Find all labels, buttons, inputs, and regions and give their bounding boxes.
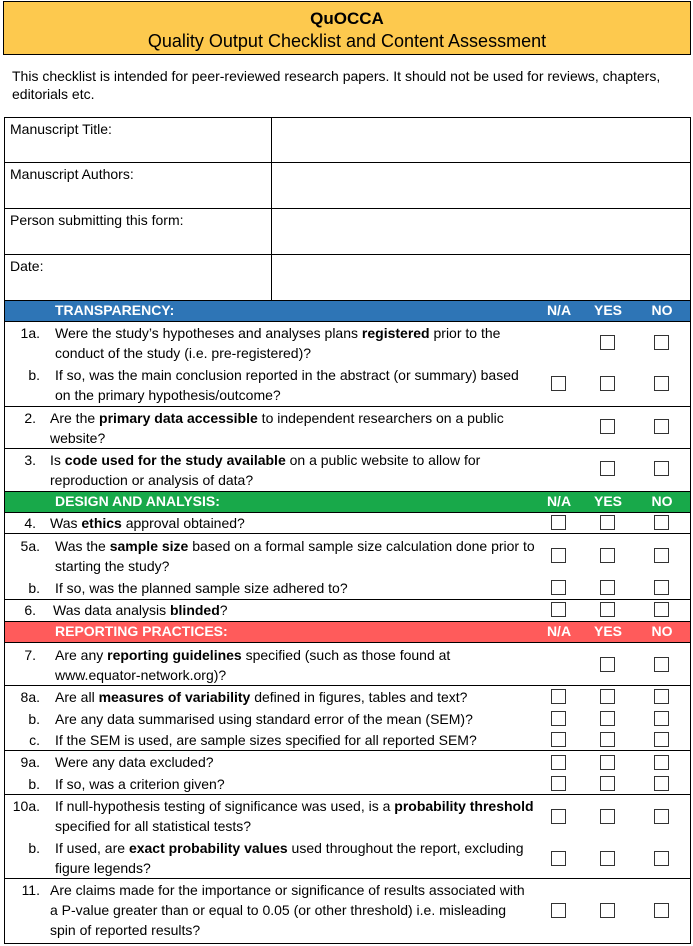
section-header-design — [4, 491, 691, 512]
checkbox-5b-yes[interactable] — [600, 580, 615, 595]
checkbox-6-na[interactable] — [551, 602, 566, 617]
checkbox-10b-na[interactable] — [551, 851, 566, 866]
col-no: NO — [651, 302, 673, 318]
question-number: 2. — [24, 410, 36, 426]
checkbox-3-no[interactable] — [654, 461, 669, 476]
checkbox-2-no[interactable] — [654, 419, 669, 434]
section-title: DESIGN AND ANALYSIS: — [55, 493, 220, 509]
col-no: NO — [651, 623, 673, 639]
section-title: TRANSPARENCY: — [55, 302, 175, 318]
checkbox-5b-na[interactable] — [551, 580, 566, 595]
checkbox-10a-na[interactable] — [551, 809, 566, 824]
checkbox-8c-no[interactable] — [654, 732, 669, 747]
question-number: b. — [28, 711, 40, 727]
question-text: Were any data excluded? — [55, 754, 214, 770]
checkbox-5b-no[interactable] — [654, 580, 669, 595]
checkbox-1b-yes[interactable] — [600, 376, 615, 391]
checkbox-6-no[interactable] — [654, 602, 669, 617]
question-number: 6. — [24, 602, 36, 618]
question-number: 8a. — [20, 689, 40, 705]
question-number: 1a. — [20, 325, 40, 341]
checkbox-11-yes[interactable] — [600, 903, 615, 918]
section-title: REPORTING PRACTICES: — [55, 623, 228, 639]
checkbox-10b-no[interactable] — [654, 851, 669, 866]
col-na: N/A — [546, 623, 572, 639]
question-text: If null-hypothesis testing of significance was used, is a probability threshold specified for all statistical tests? — [55, 798, 534, 834]
question-text: Are any reporting guidelines specified (such as those found at www.equator-network.org)? — [55, 647, 451, 683]
question-number: c. — [29, 732, 40, 748]
manuscript-authors-label: Manuscript Authors: — [10, 166, 134, 182]
checkbox-8c-yes[interactable] — [600, 732, 615, 747]
col-yes: YES — [593, 493, 622, 509]
question-text: Was the sample size based on a formal sample size calculation done prior to starting the study? — [55, 538, 535, 574]
checkbox-8c-na[interactable] — [551, 732, 566, 747]
checkbox-9a-na[interactable] — [551, 755, 566, 770]
checkbox-5a-no[interactable] — [654, 548, 669, 563]
manuscript-title-label: Manuscript Title: — [10, 121, 112, 137]
col-yes: YES — [593, 302, 622, 318]
page-subtitle: Quality Output Checklist and Content Assessment — [147, 31, 547, 51]
question-text: Are all measures of variability defined in figures, tables and text? — [55, 689, 468, 705]
checkbox-9b-no[interactable] — [654, 776, 669, 791]
question-number: 11. — [21, 882, 40, 898]
checkbox-10a-no[interactable] — [654, 809, 669, 824]
checkbox-5a-na[interactable] — [551, 548, 566, 563]
checkbox-11-na[interactable] — [551, 903, 566, 918]
checkbox-8b-no[interactable] — [654, 711, 669, 726]
checkbox-6-yes[interactable] — [600, 602, 615, 617]
question-text: Are the primary data accessible to independent researchers on a public website? — [50, 410, 504, 446]
col-na: N/A — [546, 302, 572, 318]
checkbox-4-na[interactable] — [551, 515, 566, 530]
question-number: b. — [28, 776, 40, 792]
manuscript-title-field[interactable] — [272, 118, 690, 162]
checkbox-10a-yes[interactable] — [600, 809, 615, 824]
date-field[interactable] — [272, 255, 690, 300]
question-number: b. — [28, 580, 40, 596]
intro-text: This checklist is intended for peer-reviewed research papers. It should not be used for reviews, chapters, editorials etc. — [12, 68, 661, 102]
question-number: 7. — [24, 647, 36, 663]
checkbox-1b-na[interactable] — [551, 376, 566, 391]
person-submitting-field[interactable] — [272, 209, 690, 254]
date-label: Date: — [10, 258, 44, 274]
col-no: NO — [651, 493, 673, 509]
checkbox-1a-no[interactable] — [654, 335, 669, 350]
col-na: N/A — [546, 493, 572, 509]
question-text: Was data analysis blinded? — [53, 602, 228, 618]
checkbox-9a-no[interactable] — [654, 755, 669, 770]
checkbox-3-yes[interactable] — [600, 461, 615, 476]
checkbox-7-yes[interactable] — [600, 657, 615, 672]
question-number: 4. — [24, 515, 36, 531]
checkbox-4-no[interactable] — [654, 515, 669, 530]
checkbox-10b-yes[interactable] — [600, 851, 615, 866]
question-text: If so, was a criterion given? — [55, 776, 225, 792]
col-yes: YES — [593, 623, 622, 639]
checkbox-1a-yes[interactable] — [600, 335, 615, 350]
checkbox-9b-na[interactable] — [551, 776, 566, 791]
checkbox-8b-na[interactable] — [551, 711, 566, 726]
title-banner — [3, 1, 691, 55]
checkbox-5a-yes[interactable] — [600, 548, 615, 563]
checkbox-8a-na[interactable] — [551, 689, 566, 704]
manuscript-authors-field[interactable] — [272, 163, 690, 208]
checkbox-9a-yes[interactable] — [600, 755, 615, 770]
checkbox-1b-no[interactable] — [654, 376, 669, 391]
checkbox-11-no[interactable] — [654, 903, 669, 918]
checkbox-8b-yes[interactable] — [600, 711, 615, 726]
checkbox-4-yes[interactable] — [600, 515, 615, 530]
checkbox-2-yes[interactable] — [600, 419, 615, 434]
question-text: If so, was the planned sample size adhered to? — [55, 580, 348, 596]
question-number: 10a. — [12, 798, 40, 814]
question-text: If used, are exact probability values used throughout the report, excluding figure legends? — [55, 840, 524, 876]
person-submitting-label: Person submitting this form: — [10, 212, 184, 228]
question-text: Are any data summarised using standard error of the mean (SEM)? — [55, 711, 473, 727]
question-number: 9a. — [20, 754, 40, 770]
section-header-transparency — [4, 300, 691, 321]
question-text: If so, was the main conclusion reported in the abstract (or summary) based on the primary hypothesis/outcome? — [55, 367, 519, 403]
question-text: Are claims made for the importance or significance of results associated with a P-value greater than or equal to 0.05 (or other threshold) i.e. misleading spin of reported results? — [50, 882, 525, 938]
checkbox-7-no[interactable] — [654, 657, 669, 672]
section-header-reporting — [4, 621, 691, 642]
question-text: Was ethics approval obtained? — [50, 515, 245, 531]
question-text: Were the study’s hypotheses and analyses plans registered prior to the conduct of the study (i.e. pre-registered)? — [55, 325, 501, 361]
checkbox-9b-yes[interactable] — [600, 776, 615, 791]
page-title: QuOCCA — [310, 9, 384, 28]
checkbox-8a-no[interactable] — [654, 689, 669, 704]
question-text: Is code used for the study available on a public website to allow for reproduction or analysis of data? — [50, 452, 481, 488]
question-text: If the SEM is used, are sample sizes specified for all reported SEM? — [55, 732, 477, 748]
question-number: 5a. — [20, 538, 40, 554]
question-number: 3. — [24, 452, 36, 468]
checkbox-8a-yes[interactable] — [600, 689, 615, 704]
question-number: b. — [28, 840, 40, 856]
question-number: b. — [28, 367, 40, 383]
